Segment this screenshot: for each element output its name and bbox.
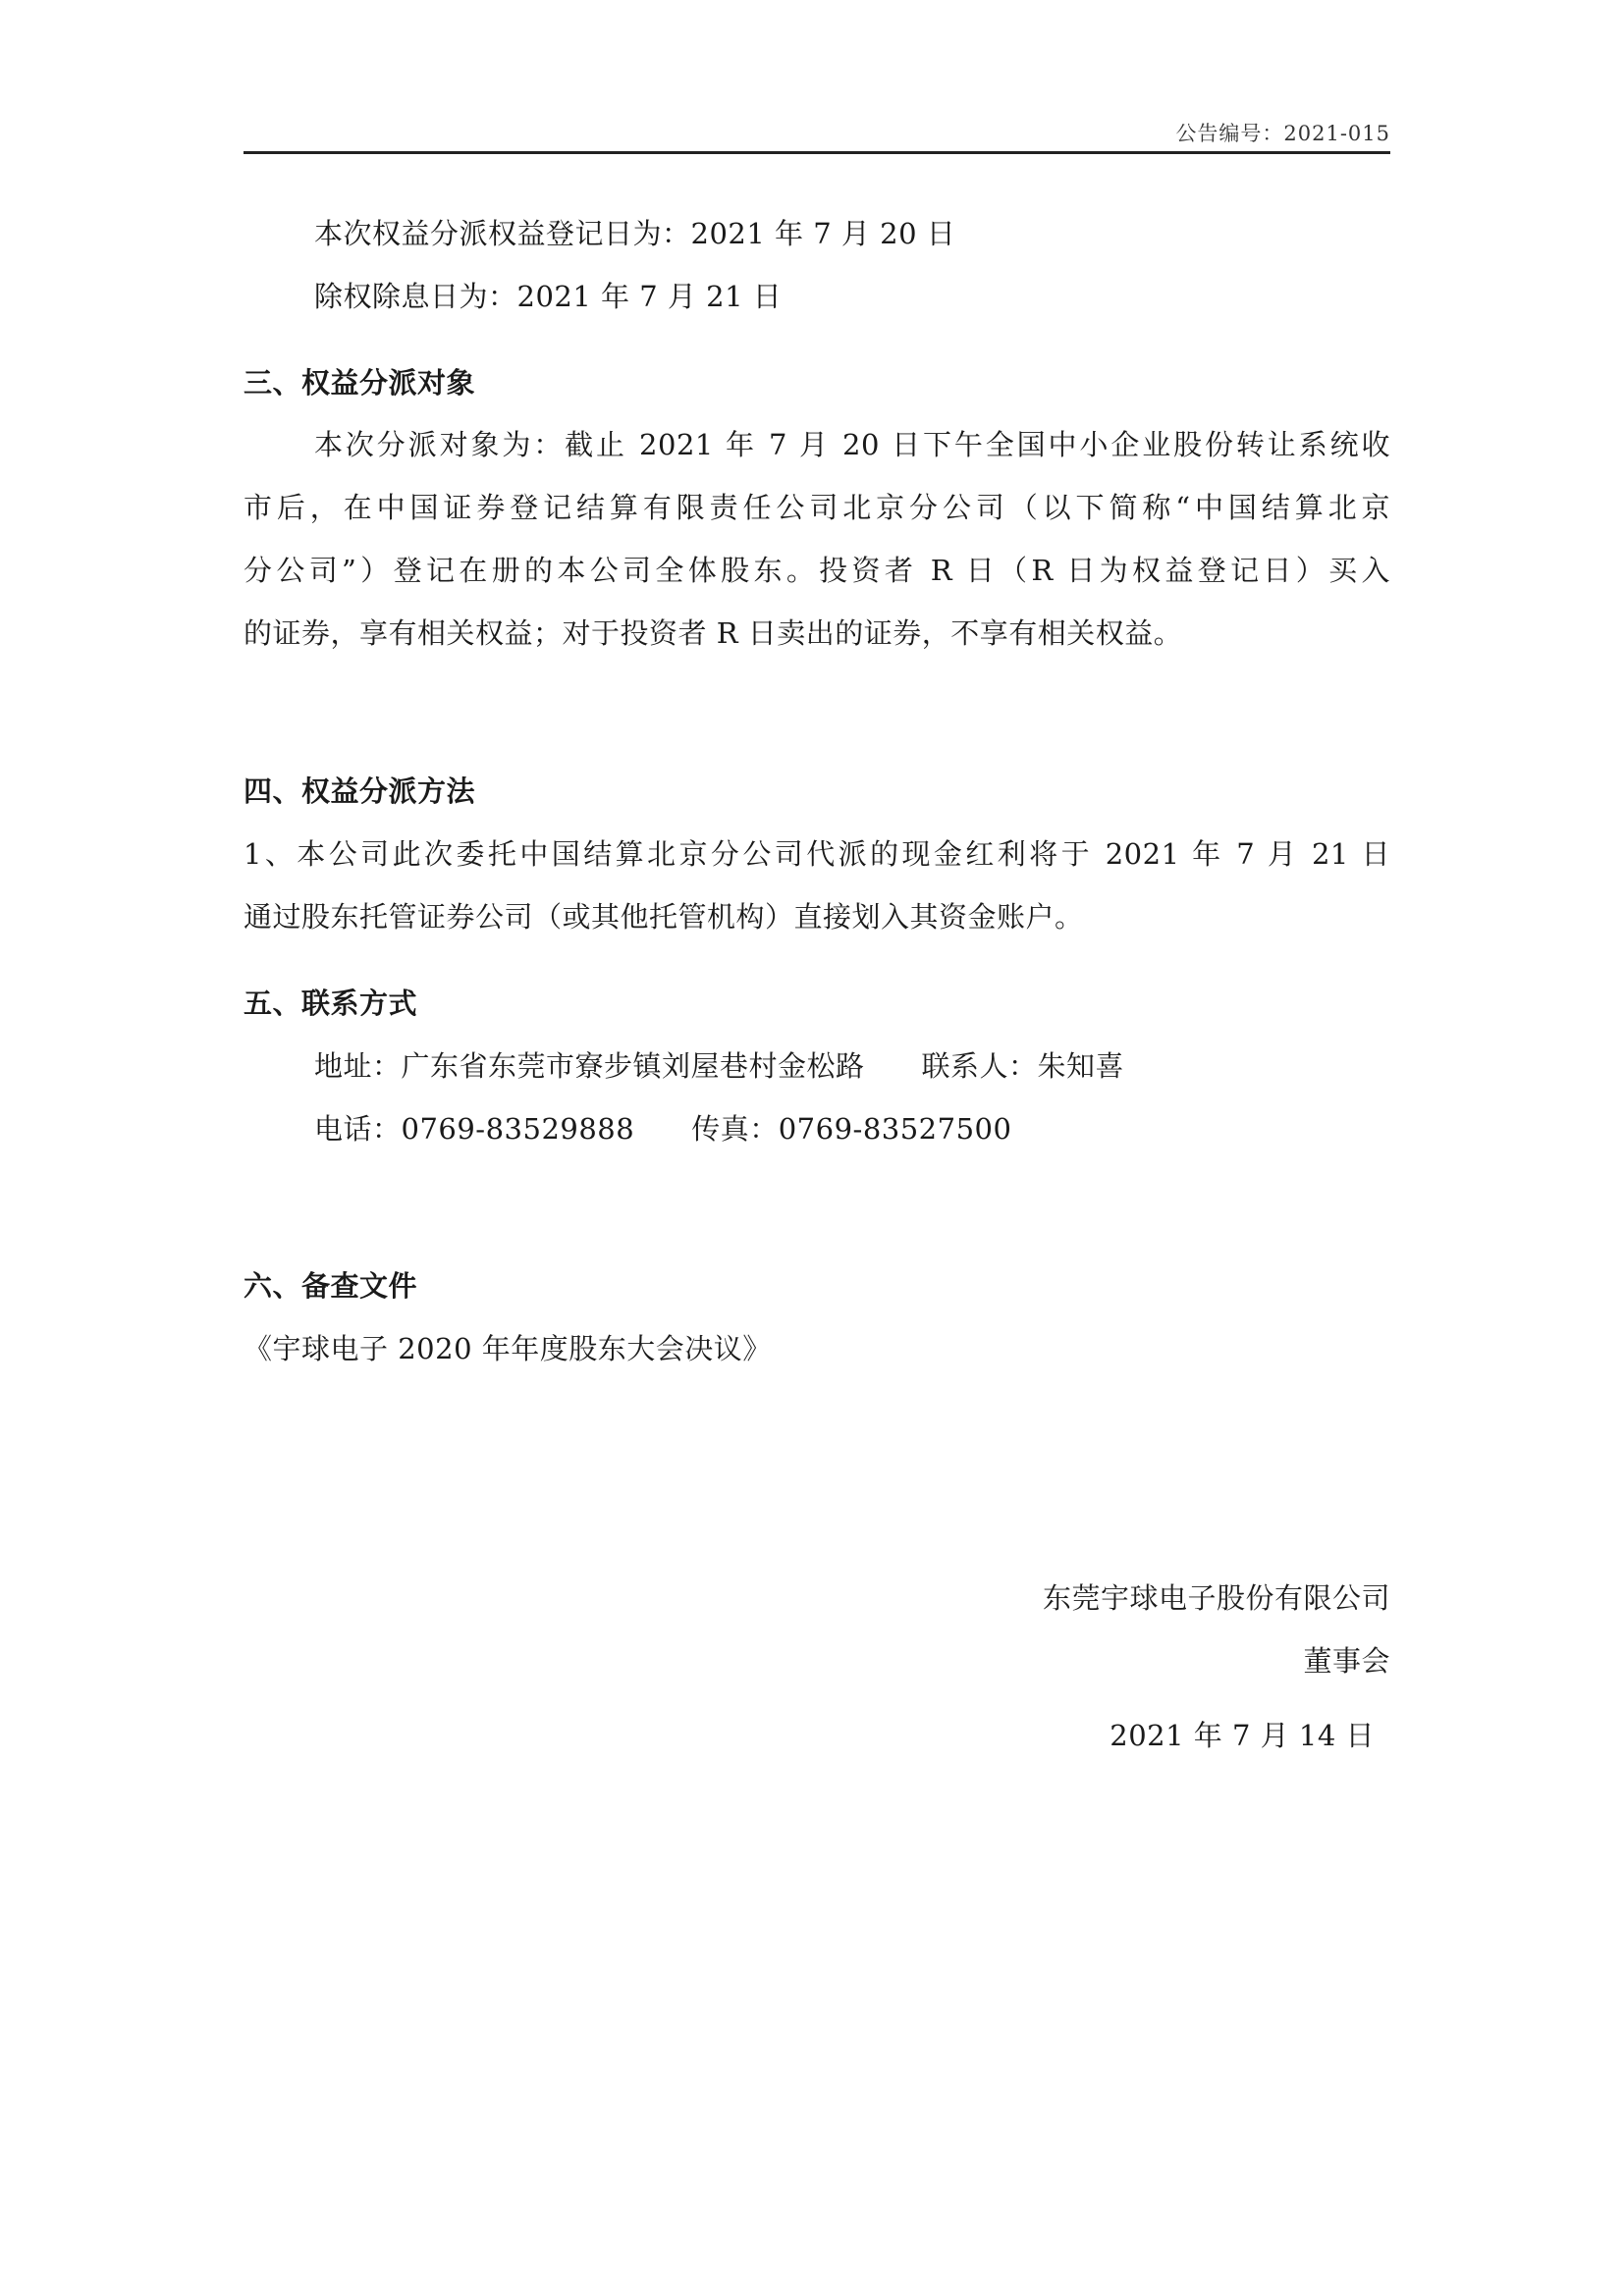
ex-date-line: 除权除息日为：2021 年 7 月 21 日 bbox=[314, 280, 783, 313]
section4-heading: 四、权益分派方法 bbox=[244, 774, 476, 808]
reference-document: 《宇球电子 2020 年年度股东大会决议》 bbox=[244, 1332, 772, 1365]
announcement-number: 公告编号：2021-015 bbox=[1175, 122, 1390, 145]
section4-line-1: 1、本公司此次委托中国结算北京分公司代派的现金红利将于 2021 年 7 月 21 日 bbox=[244, 837, 1390, 871]
address: 地址：广东省东莞市寮步镇刘屋巷村金松路 bbox=[314, 1049, 865, 1083]
phone: 电话：0769-83529888 bbox=[314, 1112, 635, 1146]
signature-date: 2021 年 7 月 14 日 bbox=[1110, 1719, 1375, 1752]
section3-line-4: 的证券，享有相关权益；对于投资者 R 日卖出的证券，不享有相关权益。 bbox=[244, 616, 1183, 650]
section6-heading: 六、备查文件 bbox=[244, 1269, 418, 1303]
section4-line-2: 通过股东托管证券公司（或其他托管机构）直接划入其资金账户。 bbox=[244, 900, 1084, 934]
section3-heading: 三、权益分派对象 bbox=[244, 366, 476, 400]
signature-board: 董事会 bbox=[1303, 1644, 1390, 1678]
section3-line-1: 本次分派对象为：截止 2021 年 7 月 20 日下午全国中小企业股份转让系统收 bbox=[314, 428, 1390, 461]
section3-line-2: 市后，在中国证券登记结算有限责任公司北京分公司（以下简称“中国结算北京 bbox=[244, 491, 1390, 524]
fax: 传真：0769-83527500 bbox=[691, 1112, 1012, 1146]
signature-company: 东莞宇球电子股份有限公司 bbox=[1042, 1581, 1390, 1615]
section3-line-3: 分公司”）登记在册的本公司全体股东。投资者 R 日（R 日为权益登记日）买入 bbox=[244, 554, 1390, 587]
page-header bbox=[244, 116, 1390, 154]
contact-person: 联系人：朱知喜 bbox=[921, 1049, 1125, 1083]
address-line bbox=[314, 1046, 1390, 1086]
record-date-line: 本次权益分派权益登记日为：2021 年 7 月 20 日 bbox=[314, 217, 956, 250]
section5-heading: 五、联系方式 bbox=[244, 987, 418, 1020]
phone-line bbox=[314, 1109, 1390, 1148]
